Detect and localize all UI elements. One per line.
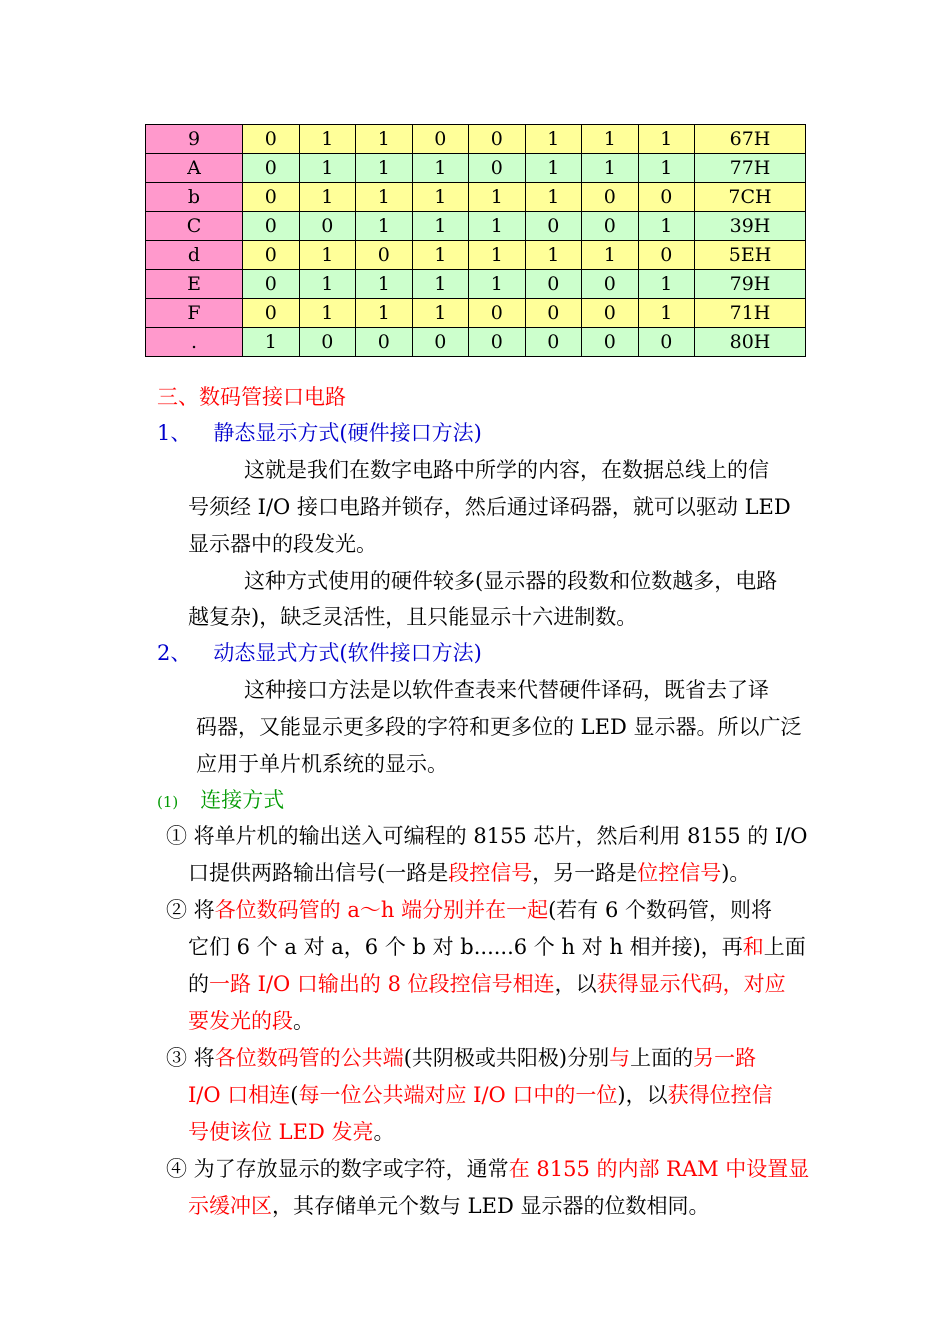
table-cell-bit: 0: [243, 270, 300, 299]
text-span: ④ 为了存放显示的数字或字符，通常: [166, 1157, 509, 1181]
highlight-span: 一路 I/O 口输出的 8 位段控信号相连: [209, 972, 555, 996]
table-row: [146, 241, 806, 270]
table-cell-bit: 1: [299, 183, 356, 212]
table-cell-bit: 1: [525, 154, 582, 183]
table-row: [146, 125, 806, 154]
highlight-span: 和: [742, 935, 764, 959]
table-cell-bit: 1: [299, 154, 356, 183]
table-cell-char: C: [146, 212, 243, 241]
segment-code-table: [145, 124, 806, 357]
text-span: ② 将: [166, 898, 215, 922]
table-cell-bit: 0: [638, 183, 695, 212]
table-cell-bit: 1: [582, 154, 639, 183]
table-cell-bit: 1: [299, 270, 356, 299]
highlight-span: 要发光的段: [188, 1009, 293, 1033]
text-span: 它们 6 个 a 对 a，6 个 b 对 b......6 个 h 对 h 相并接)，再: [188, 935, 743, 959]
table-cell-bit: 1: [299, 299, 356, 328]
paragraph-line: 号须经 I/O 接口电路并锁存，然后通过译码器，就可以驱动 LED: [188, 495, 791, 519]
subsection-2-number: 2、: [157, 641, 192, 665]
table-cell-char: F: [146, 299, 243, 328]
paragraph-line: 应用于单片机系统的显示。: [196, 752, 448, 776]
text-span: 。: [293, 1009, 314, 1033]
table-cell-code: 79H: [695, 270, 806, 299]
table-cell-bit: 0: [469, 125, 526, 154]
table-cell-char: b: [146, 183, 243, 212]
table-cell-bit: 1: [356, 270, 413, 299]
table-cell-bit: 1: [469, 212, 526, 241]
table-cell-bit: 0: [638, 241, 695, 270]
table-cell-bit: 0: [243, 183, 300, 212]
highlight-span: 获得位控信: [667, 1083, 773, 1107]
table-cell-bit: 1: [412, 241, 469, 270]
table-cell-bit: 0: [469, 299, 526, 328]
highlight-span: 号使该位 LED 发亮: [188, 1120, 374, 1144]
table-cell-bit: 0: [299, 328, 356, 357]
table-cell-code: 7CH: [695, 183, 806, 212]
text-span: ③ 将: [166, 1046, 215, 1070]
table-cell-bit: 1: [412, 212, 469, 241]
table-cell-bit: 1: [525, 125, 582, 154]
subsection-1-title: [157, 418, 482, 448]
table-cell-bit: 1: [356, 125, 413, 154]
table-row: [146, 183, 806, 212]
text-span: 。: [373, 1120, 395, 1144]
highlight-span: 每一位公共端对应 I/O 口中的一位: [298, 1083, 618, 1107]
table-cell-bit: 0: [243, 299, 300, 328]
text-span: (共阴极或共阳极)分别: [403, 1046, 610, 1070]
subsection-1-title-text: 静态显示方式(硬件接口方法): [213, 421, 482, 445]
item-3-line-2: [188, 1080, 773, 1110]
table-cell-bit: 0: [582, 212, 639, 241]
table-cell-bit: 1: [638, 154, 695, 183]
paragraph-line: 这种接口方法是以软件查表来代替硬件译码，既省去了译: [244, 678, 769, 702]
text-span: 上面的: [630, 1046, 694, 1070]
table-cell-code: 39H: [695, 212, 806, 241]
table-cell-bit: 1: [638, 270, 695, 299]
table-cell-bit: 1: [469, 183, 526, 212]
table-cell-bit: 0: [582, 183, 639, 212]
highlight-span: 在 8155 的内部 RAM 中设置显: [508, 1157, 810, 1181]
text-span: )，以: [617, 1083, 668, 1107]
table-cell-bit: 0: [469, 154, 526, 183]
text-span: (: [290, 1083, 299, 1107]
table-cell-code: 77H: [695, 154, 806, 183]
table-row: [146, 270, 806, 299]
table-cell-bit: 0: [525, 299, 582, 328]
highlight-span: 示缓冲区: [188, 1194, 272, 1218]
table-cell-bit: 0: [356, 328, 413, 357]
table-cell-bit: 0: [356, 241, 413, 270]
table-cell-bit: 1: [412, 154, 469, 183]
table-cell-bit: 0: [525, 270, 582, 299]
text-span: 上面: [763, 935, 806, 959]
table-cell-code: 80H: [695, 328, 806, 357]
table-cell-bit: 1: [638, 125, 695, 154]
table-cell-bit: 1: [299, 241, 356, 270]
paragraph-line: 显示器中的段发光。: [188, 532, 377, 556]
table-cell-char: E: [146, 270, 243, 299]
table-row: [146, 328, 806, 357]
item-3-line-1: [166, 1043, 756, 1073]
table-cell-bit: 1: [469, 241, 526, 270]
item-4-line-1: [166, 1154, 809, 1184]
table-cell-bit: 1: [525, 183, 582, 212]
highlight-span: 各位数码管的公共端: [214, 1046, 404, 1070]
subsection-3-title-text: 连接方式: [200, 788, 285, 812]
table-cell-bit: 1: [356, 299, 413, 328]
item-2-line-1: [166, 895, 772, 925]
table-cell-bit: 1: [638, 212, 695, 241]
item-1-line-2: [188, 858, 750, 888]
highlight-span: 另一路: [693, 1046, 757, 1070]
table-cell-bit: 0: [525, 212, 582, 241]
table-cell-bit: 0: [299, 212, 356, 241]
table-cell-bit: 1: [638, 299, 695, 328]
table-cell-bit: 0: [638, 328, 695, 357]
item-2-line-3: [188, 969, 786, 999]
table-cell-bit: 1: [356, 154, 413, 183]
table-cell-code: 5EH: [695, 241, 806, 270]
text-span: ，其存储单元个数与 LED 显示器的位数相同。: [272, 1194, 710, 1218]
table-cell-bit: 1: [469, 270, 526, 299]
table-cell-bit: 0: [525, 328, 582, 357]
highlight-span: I/O 口相连: [188, 1083, 291, 1107]
table-cell-bit: 0: [582, 299, 639, 328]
table-row: [146, 154, 806, 183]
table-cell-code: 71H: [695, 299, 806, 328]
table-cell-code: 67H: [695, 125, 806, 154]
table-cell-bit: 1: [412, 183, 469, 212]
highlight-span: 各位数码管的 a～h 端分别并在一起: [214, 898, 549, 922]
table-cell-bit: 0: [412, 328, 469, 357]
item-4-line-2: [188, 1191, 709, 1221]
text-span: ，以: [554, 972, 597, 996]
table-cell-bit: 1: [412, 270, 469, 299]
table-row: [146, 212, 806, 241]
table-cell-bit: 1: [412, 299, 469, 328]
table-cell-bit: 0: [412, 125, 469, 154]
table-cell-bit: 0: [582, 328, 639, 357]
item-1-line-1: ① 将单片机的输出送入可编程的 8155 芯片，然后利用 8155 的 I/O: [166, 824, 808, 848]
text-span: ，另一路是: [532, 861, 638, 885]
text-span: 口提供两路输出信号(一路是: [188, 861, 449, 885]
item-2-line-4: [188, 1006, 314, 1036]
table-cell-bit: 0: [243, 212, 300, 241]
table-cell-bit: 1: [582, 241, 639, 270]
subsection-3-number: (1): [157, 793, 179, 811]
table-cell-char: .: [146, 328, 243, 357]
table-row: [146, 299, 806, 328]
table-cell-bit: 1: [525, 241, 582, 270]
text-span: )。: [721, 861, 751, 885]
table-cell-bit: 0: [582, 270, 639, 299]
item-3-line-3: [188, 1117, 394, 1147]
paragraph-line: 越复杂)，缺乏灵活性，且只能显示十六进制数。: [188, 605, 638, 629]
item-2-line-2: [188, 932, 806, 962]
highlight-span: 与: [609, 1046, 631, 1070]
table-cell-bit: 1: [299, 125, 356, 154]
subsection-3-title: [157, 785, 284, 817]
text-span: (若有 6 个数码管，则将: [548, 898, 772, 922]
table-cell-bit: 1: [243, 328, 300, 357]
text-span: 的: [188, 972, 209, 996]
table-cell-bit: 1: [356, 183, 413, 212]
subsection-1-number: 1、: [157, 421, 192, 445]
paragraph-line: 这就是我们在数字电路中所学的内容，在数据总线上的信: [244, 458, 769, 482]
paragraph-line: 码器，又能显示更多段的字符和更多位的 LED 显示器。所以广泛: [196, 715, 802, 739]
table-cell-bit: 0: [243, 125, 300, 154]
table-cell-char: 9: [146, 125, 243, 154]
segment-code-table-body: [146, 125, 806, 357]
paragraph-line: 这种方式使用的硬件较多(显示器的段数和位数越多，电路: [244, 569, 778, 593]
table-cell-char: A: [146, 154, 243, 183]
section-heading: 三、数码管接口电路: [157, 385, 346, 409]
highlight-span: 段控信号: [448, 861, 533, 885]
table-cell-bit: 1: [582, 125, 639, 154]
subsection-2-title-text: 动态显式方式(软件接口方法): [213, 641, 482, 665]
table-cell-bit: 0: [243, 241, 300, 270]
table-cell-char: d: [146, 241, 243, 270]
subsection-2-title: [157, 638, 482, 668]
table-cell-bit: 0: [469, 328, 526, 357]
table-cell-bit: 0: [243, 154, 300, 183]
table-cell-bit: 1: [356, 212, 413, 241]
highlight-span: 获得显示代码，对应: [596, 972, 786, 996]
highlight-span: 位控信号: [637, 861, 722, 885]
